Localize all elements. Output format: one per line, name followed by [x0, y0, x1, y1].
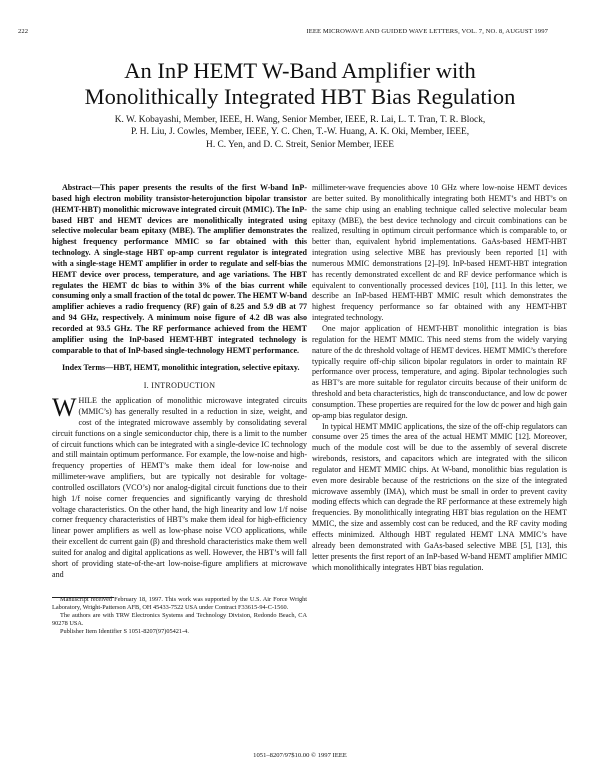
author-line-2: P. H. Liu, J. Cowles, Member, IEEE, Y. C. Chen, T.-W. Huang, A. K. Oki, Member, IEEE, — [130, 127, 470, 138]
right-paragraph-3: In typical HEMT MMIC applications, the size of the off-chip regulators can consume over 25 times the area of the actual HEMT MMIC [12]. Moreover, much of the module cost will be due to the assembly of several discrete wirebonds, resistors, and capacitors which are integrated with the silicon regulator and HEMT MMIC chips. At W-band, monolithic bias regulation is even more desirable because of the restrictions on the size of the integrated microwave assembly (IMA), which must be small in order to prevent cavity moding effects which can degrade the RF performance at these extremely high frequencies. By monolithically integrating HBT bias regulation on the HEMT MMIC, the size and assembly cost can be reduced, and the RF cavity moding effects minimized. Although HBT regulated HEMT LNA MMIC’s have already been demonstrated with GaAs-based selective MBE [5], [13], this letter presents the first report of an InP-based W-band HEMT amplifier MMIC which monolithically integrates HBT bias regulation. — [312, 421, 567, 572]
paper-title — [20, 58, 580, 109]
right-paragraph-2: One major application of HEMT-HBT monolithic integration is bias regulation for the HEMT MMIC. This need stems from the widely varying nature of the dc threshold voltage of HEMT devices. HEMT MMIC’s therefore typically require off-chip silicon bipolar regulators in order to maintain RF performance over process, temperature, and aging. Bipolar technologies such as HBT’s are more suitable for regulator circuits because of their uniform dc threshold and beta characteristics, high dc transconductance, and low dc power consumption. These properties are required for the low dc power and high gain op-amp bias regulator design. — [312, 323, 567, 420]
abstract: Abstract—This paper presents the results of the first W-band InP-based high electron mobility transistor-heterojunction bipolar transistor (HEMT-HBT) monolithic microwave integrated circuit (MMIC). The InP-based HBT and HEMT devices are monolithically integrated using selective molecular beam epitaxy (MBE). The amplifier demonstrates the highest frequency performance MMIC so far obtained with this technology. A single-stage HBT op-amp current regulator is integrated with a single-stage HEMT amplifier in order to regulate and self-bias the HEMT device over process, temperature, and age variations. The HBT regulates the HEMT dc bias to within 3% of the bias current while consuming only a small fraction of the total dc power. The HEMT W-band amplifier achieves a radio frequency (RF) gain of 8.25 and 5.9 dB at 77 and 94 GHz, respectively. A minimum noise figure of 4.2 dB was also recorded at 93.5 GHz. The RF performance achieved from the HEMT amplifier using the InP-based HEMT-HBT integrated technology is comparable to that of InP-based single-technology HEMT performance. — [52, 183, 307, 355]
footnote-identifier: Publisher Item Identifier S 1051-8207(97)05421-4. — [60, 628, 189, 636]
footnote-rule — [52, 591, 307, 592]
footnote-funding: Manuscript received February 18, 1997. This work was supported by the U.S. Air Force Wright Laboratory, Wright-Patterson AFB, OH 45433-7522 USA under Contract F33615-94-C-1560. — [52, 595, 307, 611]
title-line-2: Monolithically Integrated HBT Bias Regulation — [84, 83, 516, 109]
journal-line: IEEE MICROWAVE AND GUIDED WAVE LETTERS, VOL. 7, NO. 8, AUGUST 1997 — [306, 28, 548, 35]
drop-cap: W — [52, 393, 77, 423]
author-line-3: H. C. Yen, and D. C. Streit, Senior Member, IEEE — [206, 139, 394, 150]
author-list — [20, 114, 580, 151]
index-terms: Index Terms—HBT, HEMT, monolithic integration, selective epitaxy. — [62, 362, 300, 372]
left-column — [52, 183, 307, 636]
right-paragraph-1: millimeter-wave frequencies above 10 GHz where low-noise HEMT devices are better suited. By monolithically integrating both HEMT’s and HBT’s on the same chip using an enabling technique called selective molecular beam epitaxy (MBE), the best device technology and circuit combinations can be realized, resulting in optimum circuit performance which is comparable to, or better than, equivalent hybrid implementations. GaAs-based HEMT-HBT integration using selective MBE has previously been reported [1] with numerous MMIC demonstrations [2]–[9]. InP-based HEMT-HBT integration has recently demonstrated excellent dc and RF device performance which is equivalent to conventionally processed devices [10], [11]. In this letter, we describe an InP-based HEMT-HBT MMIC result which demonstrates the highest frequency performance so far obtained with any HEMT-HBT integrated technology. — [312, 183, 567, 323]
footnote-affiliation: The authors are with TRW Electronics Systems and Technology Division, Redondo Beach, CA 90278 USA. — [52, 611, 307, 627]
page-number: 222 — [18, 28, 29, 35]
intro-paragraph — [52, 393, 307, 580]
intro-text: HILE the application of monolithic microwave integrated circuits (MMIC’s) has generally resulted in a reduction in size, weight, and cost of the integrated microwave assembly by consolidating several circuit functions on a single semiconductor chip, there is a limit to the number of circuit functions which can be integrated with a single-device IC technology and still maintain optimum performance. For example, the low-noise and high-frequency properties of HEMT’s make them ideal for low-noise and millimeter-wave amplifiers, but are typically not desirable for voltage-controlled oscillators (VCO’s) nor analog-digital circuit functions due to their high 1/f noise corner frequencies and significantly varying dc threshold voltage characteristics. On the other hand, the high linearity and low 1/f noise corner frequency characteristics of HBT’s make them ideal for high-efficiency linear power amplifiers as well as low-phase noise VCO applications, while their excellent dc current gain (β) and threshold characteristics make them well suited for analog and digital applications as well. However, the HBT’s will fall short of providing state-of-the-art low-noise-figure amplifiers at microwave and — [52, 396, 307, 579]
right-column — [312, 183, 567, 573]
title-line-1: An InP HEMT W-Band Amplifier with — [124, 58, 476, 83]
author-line-1: K. W. Kobayashi, Member, IEEE, H. Wang, Senior Member, IEEE, R. Lai, L. T. Tran, T. R. Block, — [114, 115, 486, 125]
copyright-footer: 1051–8207/97$10.00 © 1997 IEEE — [253, 752, 347, 759]
section-heading: I. INTRODUCTION — [143, 381, 216, 391]
